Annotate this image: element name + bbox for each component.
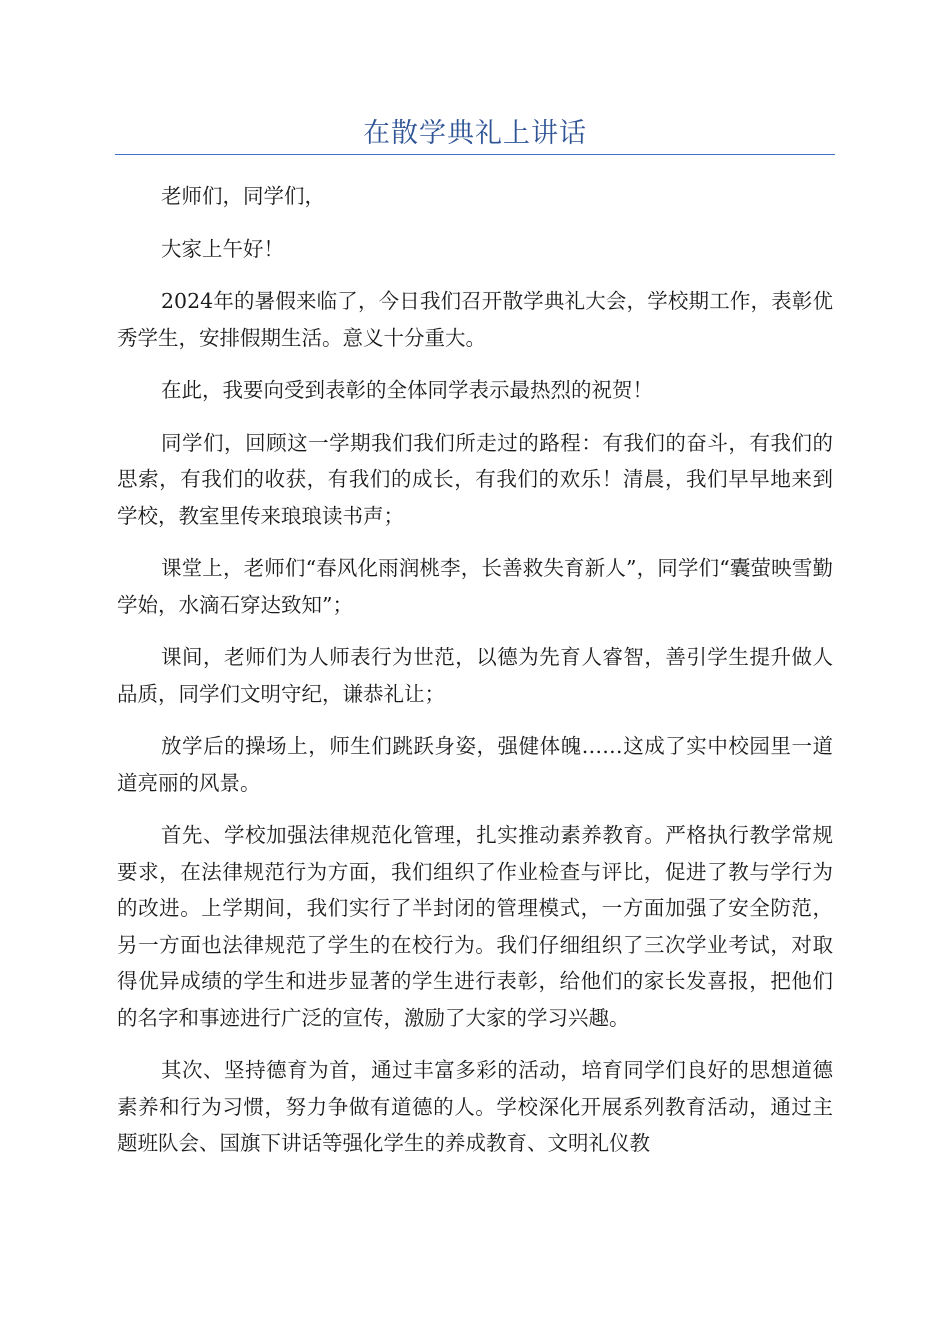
document-body — [117, 178, 833, 1178]
paragraph-greeting: 大家上午好！ — [161, 236, 284, 261]
paragraph-intro: 2024年的暑假来临了，今日我们召开散学典礼大会，学校期工作，表彰优秀学生，安排假期生活。意义十分重大。 — [117, 289, 833, 350]
paragraph-second-point: 其次、坚持德育为首，通过丰富多彩的活动，培育同学们良好的思想道德素养和行为习惯，努力争做有道德的人。学校深化开展系列教育活动，通过主题班队会、国旗下讲话等强化学生的养成教育、文明礼仪教 — [117, 1058, 833, 1155]
paragraph-congratulations: 在此，我要向受到表彰的全体同学表示最热烈的祝贺！ — [161, 378, 653, 402]
paragraph-review: 同学们，回顾这一学期我们我们所走过的路程：有我们的奋斗，有我们的思索，有我们的收获，有我们的成长，有我们的欢乐！清晨，我们早早地来到学校，教室里传来琅琅读书声； — [117, 430, 833, 528]
document-title: 在散学典礼上讲话 — [363, 118, 587, 149]
title-underline — [115, 154, 835, 155]
paragraph-first-point: 首先、学校加强法律规范化管理，扎实推动素养教育。严格执行教学常规要求，在法律规范行为方面，我们组织了作业检查与评比，促进了教与学行为的改进。上学期间，我们实行了半封闭的管理模式，一方面加强了安全防范，另一方面也法律规范了学生的在校行为。我们仔细组织了三次学业考试，对取得优异成绩的学生和进步显著的学生进行表彰，给他们的家长发喜报，把他们的名字和事迹进行广泛的宣传，激励了大家的学习兴趣。 — [117, 823, 833, 1030]
paragraph-salutation: 老师们，同学们， — [161, 184, 325, 208]
paragraph-after-school: 放学后的操场上，师生们跳跃身姿，强健体魄……这成了实中校园里一道道亮丽的风景。 — [117, 734, 833, 795]
paragraph-classroom: 课堂上，老师们“春风化雨润桃李，长善救失育新人”，同学们“囊萤映雪勤学始，水滴石穿达致知”； — [117, 556, 833, 617]
paragraph-recess: 课间，老师们为人师表行为世范，以德为先育人睿智，善引学生提升做人品质，同学们文明守纪，谦恭礼让； — [117, 645, 833, 706]
